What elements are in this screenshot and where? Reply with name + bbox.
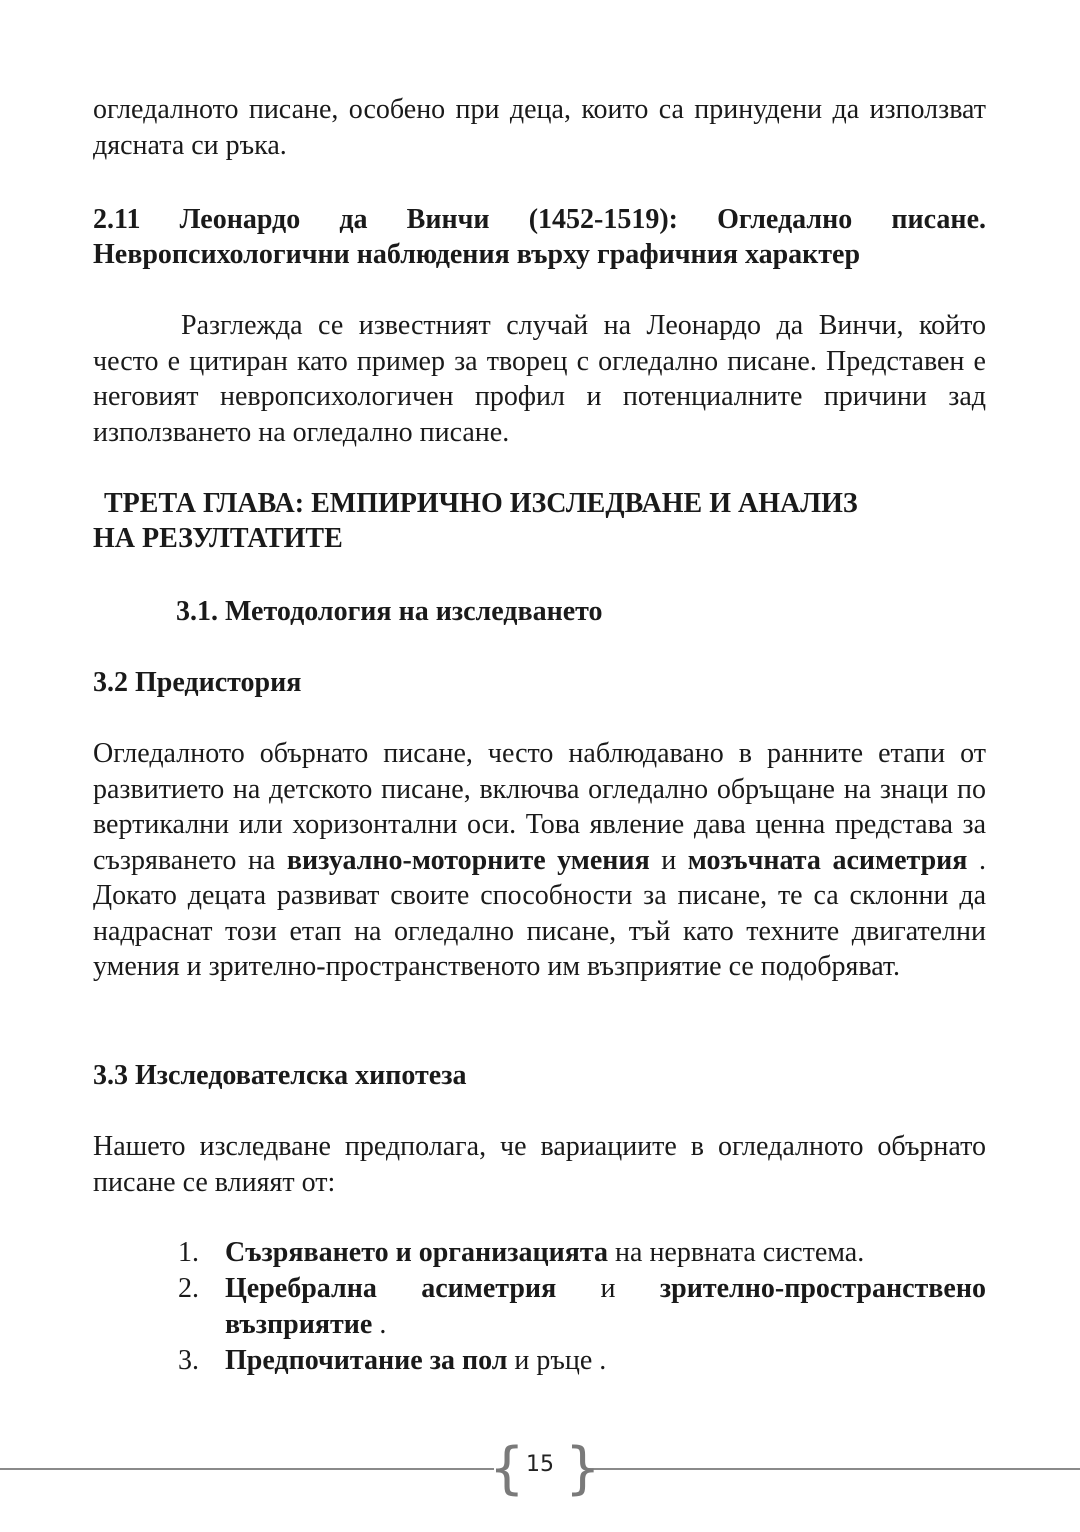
- section-heading-3-1: 3.1. Методология на изследването: [176, 596, 603, 627]
- list-item-text: и: [556, 1273, 660, 1304]
- paragraph-background-text-1: Огледалното обърнато писане, често наблюдавано в ранните етапи от развитието на детското писане, включва огледално обръщане на знаци по вертикални или хоризонтални оси. Това явление дава ценна представа за съзряването на: [93, 738, 986, 876]
- section-heading-2-11-line1: 2.11 Леонардо да Винчи (1452-1519): Огледално писане.: [93, 204, 986, 235]
- list-item-text: на нервната система.: [608, 1237, 865, 1268]
- section-heading-3-3: 3.3 Изследователска хипотеза: [93, 1060, 467, 1091]
- section-heading-2-11-line2: Невропсихологични наблюдения върху графичния характер: [93, 239, 861, 270]
- chapter-heading-line2: НА РЕЗУЛТАТИТЕ: [93, 523, 343, 554]
- left-brace-icon: {: [489, 1436, 525, 1501]
- footer-rule-right: [586, 1468, 1080, 1470]
- bold-term-visual-motor: визуално-моторните умения: [286, 844, 650, 876]
- hypothesis-list: [93, 1235, 986, 1379]
- list-item-number: 1.: [178, 1237, 199, 1268]
- section-heading-3-2: 3.2 Предистория: [93, 667, 302, 698]
- paragraph-background: [93, 736, 986, 985]
- list-item-bold: зрително-пространствено възприятие: [225, 1273, 986, 1340]
- paragraph-continuation: огледалното писане, особено при деца, които са принудени да използват дясната си ръка.: [93, 94, 986, 161]
- footer-rule-left: [0, 1468, 494, 1470]
- right-brace-icon: }: [565, 1436, 601, 1501]
- paragraph-hypothesis: Нашето изследване предполага, че вариациите в огледалното обърнато писане се влияят от:: [93, 1131, 986, 1198]
- paragraph-leonardo: Разглежда се известният случай на Леонардо да Винчи, който често е цитиран като пример за творец с огледално писане. Представен е неговият невропсихологичен профил и потенциалните причини зад използването на огледално писане.: [93, 310, 986, 448]
- list-item-number: 3.: [178, 1345, 199, 1376]
- chapter-heading-line1: ТРЕТА ГЛАВА: ЕМПИРИЧНО ИЗСЛЕДВАНЕ И АНАЛИЗ: [104, 488, 858, 519]
- list-item-text: и ръце .: [507, 1345, 607, 1376]
- list-item-bold: Церебрална асиметрия: [225, 1273, 557, 1304]
- list-item-text: .: [372, 1309, 387, 1340]
- page-number: 15: [526, 1452, 554, 1477]
- list-item: [93, 1343, 986, 1379]
- list-item-number: 2.: [178, 1273, 199, 1304]
- paragraph-background-text-3: . Докато децата развиват своите способности за писане, те са склонни да надраснат този етап на огледално писане, тъй като техните двигателни умения и зрително-пространственото им възприятие се подобряват.: [93, 844, 986, 982]
- list-item-bold: Съзряването и организацията: [225, 1237, 609, 1268]
- list-item: [93, 1271, 986, 1343]
- list-item-bold: Предпочитание за пол: [225, 1345, 508, 1376]
- list-item: [93, 1235, 986, 1271]
- bold-term-brain-asymmetry: мозъчната асиметрия: [687, 844, 968, 876]
- paragraph-background-text-2: и: [649, 844, 688, 876]
